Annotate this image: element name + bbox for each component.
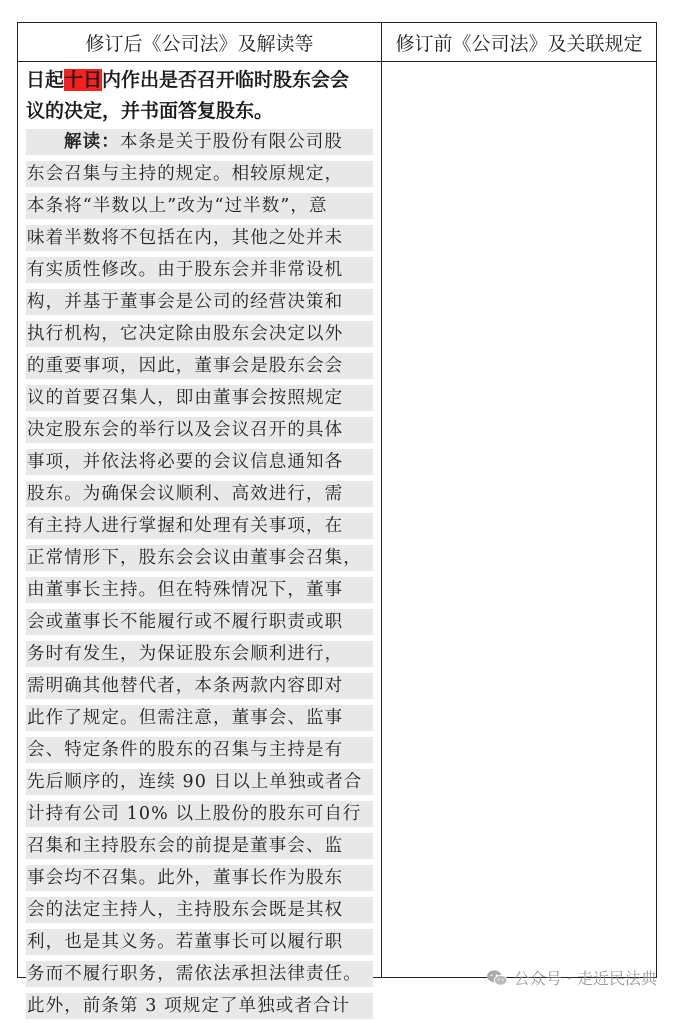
commentary-text: 会或董事长不能履行或不履行职责或职 (26, 609, 373, 635)
commentary-text: 事会均不召集。此外，董事长作为股东 (26, 865, 373, 891)
commentary-text: 会的法定主持人，主持股东会既是其权 (26, 897, 373, 923)
commentary-line (26, 705, 373, 735)
wechat-icon (486, 969, 508, 987)
commentary-text: 有主持人进行掌握和处理有关事项，在 (26, 513, 373, 539)
article-text-line (26, 65, 373, 96)
column-divider (381, 23, 382, 977)
commentary-text: 议的首要召集人，即由董事会按照规定 (26, 385, 373, 411)
commentary-text: 本条是关于股份有限公司股 (119, 132, 344, 152)
commentary-line (26, 673, 373, 703)
commentary-text: 味着半数将不包括在内，其他之处并未 (26, 225, 373, 251)
header-divider (18, 61, 656, 62)
commentary-text: 决定股东会的举行以及会议召开的具体 (26, 417, 373, 443)
watermark-text: 公众号 · 走近民法典 (513, 969, 657, 988)
commentary-text: 需明确其他替代者，本条两款内容即对 (26, 673, 373, 699)
commentary-line (26, 321, 373, 351)
commentary-text: 务而不履行职务，需依法承担法律责任。 (26, 961, 373, 987)
commentary-text: 计持有公司 10% 以上股份的股东可自行 (26, 801, 373, 827)
article-text-post: 内作出是否召开临时股东会会 (102, 69, 350, 91)
commentary-label: 解读： (64, 132, 120, 152)
commentary-line (26, 353, 373, 383)
commentary-line (26, 993, 373, 1023)
commentary-line (26, 961, 373, 991)
commentary-paragraph (26, 161, 373, 1023)
commentary-text: 此外，前条第 3 项规定了单独或者合计 (26, 993, 373, 1019)
commentary-text: 事项，并依法将必要的会议信息通知各 (26, 449, 373, 475)
commentary-line (26, 641, 373, 671)
commentary-line (26, 897, 373, 927)
commentary-line (26, 513, 373, 543)
commentary-text: 正常情形下，股东会会议由董事会召集， (26, 545, 373, 571)
commentary-line (26, 929, 373, 959)
commentary-text: 有实质性修改。由于股东会并非常设机 (26, 257, 373, 283)
commentary-text: 本条将“半数以上”改为“过半数”，意 (26, 193, 373, 219)
commentary-line (26, 193, 373, 223)
commentary-line (26, 609, 373, 639)
article-text-line: 议的决定，并书面答复股东。 (26, 100, 274, 122)
commentary-text: 由董事长主持。但在特殊情况下，董事 (26, 577, 373, 603)
article-text-pre: 日起 (26, 69, 65, 91)
commentary-line (26, 289, 373, 319)
header-before-revision: 修订前《公司法》及关联规定 (395, 32, 643, 55)
commentary-text: 此作了规定。但需注意，董事会、监事 (26, 705, 373, 731)
commentary-line (26, 769, 373, 799)
commentary-line (26, 161, 373, 191)
commentary-line (26, 257, 373, 287)
highlighted-term: 十日 (64, 69, 103, 91)
commentary-text: 执行机构，它决定除由股东会决定以外 (26, 321, 373, 347)
commentary-line (26, 545, 373, 575)
commentary-text: 东会召集与主持的规定。相较原规定， (26, 161, 373, 187)
commentary-line (26, 129, 373, 159)
left-column-body (26, 65, 373, 1023)
commentary-text: 股东。为确保会议顺利、高效进行，需 (26, 481, 373, 507)
commentary-line (26, 385, 373, 415)
commentary-text: 的重要事项，因此，董事会是股东会会 (26, 353, 373, 379)
commentary-text: 先后顺序的，连续 90 日以上单独或者合 (26, 769, 373, 795)
commentary-line (26, 801, 373, 831)
commentary-line (26, 577, 373, 607)
commentary-line (26, 833, 373, 863)
commentary-line (26, 417, 373, 447)
commentary-line (26, 865, 373, 895)
commentary-text: 构，并基于董事会是公司的经营决策和 (26, 289, 373, 315)
header-after-revision: 修订后《公司法》及解读等 (85, 32, 314, 55)
commentary-text: 利，也是其义务。若董事长可以履行职 (26, 929, 373, 955)
commentary-line (26, 481, 373, 511)
commentary-line (26, 225, 373, 255)
watermark (486, 966, 657, 989)
commentary-line (26, 449, 373, 479)
commentary-line (26, 737, 373, 767)
commentary-text: 会、特定条件的股东的召集与主持是有 (26, 737, 373, 763)
commentary-text: 务时有发生，为保证股东会顺利进行， (26, 641, 373, 667)
commentary-first-line (26, 129, 373, 155)
commentary-text: 召集和主持股东会的前提是董事会、监 (26, 833, 373, 859)
